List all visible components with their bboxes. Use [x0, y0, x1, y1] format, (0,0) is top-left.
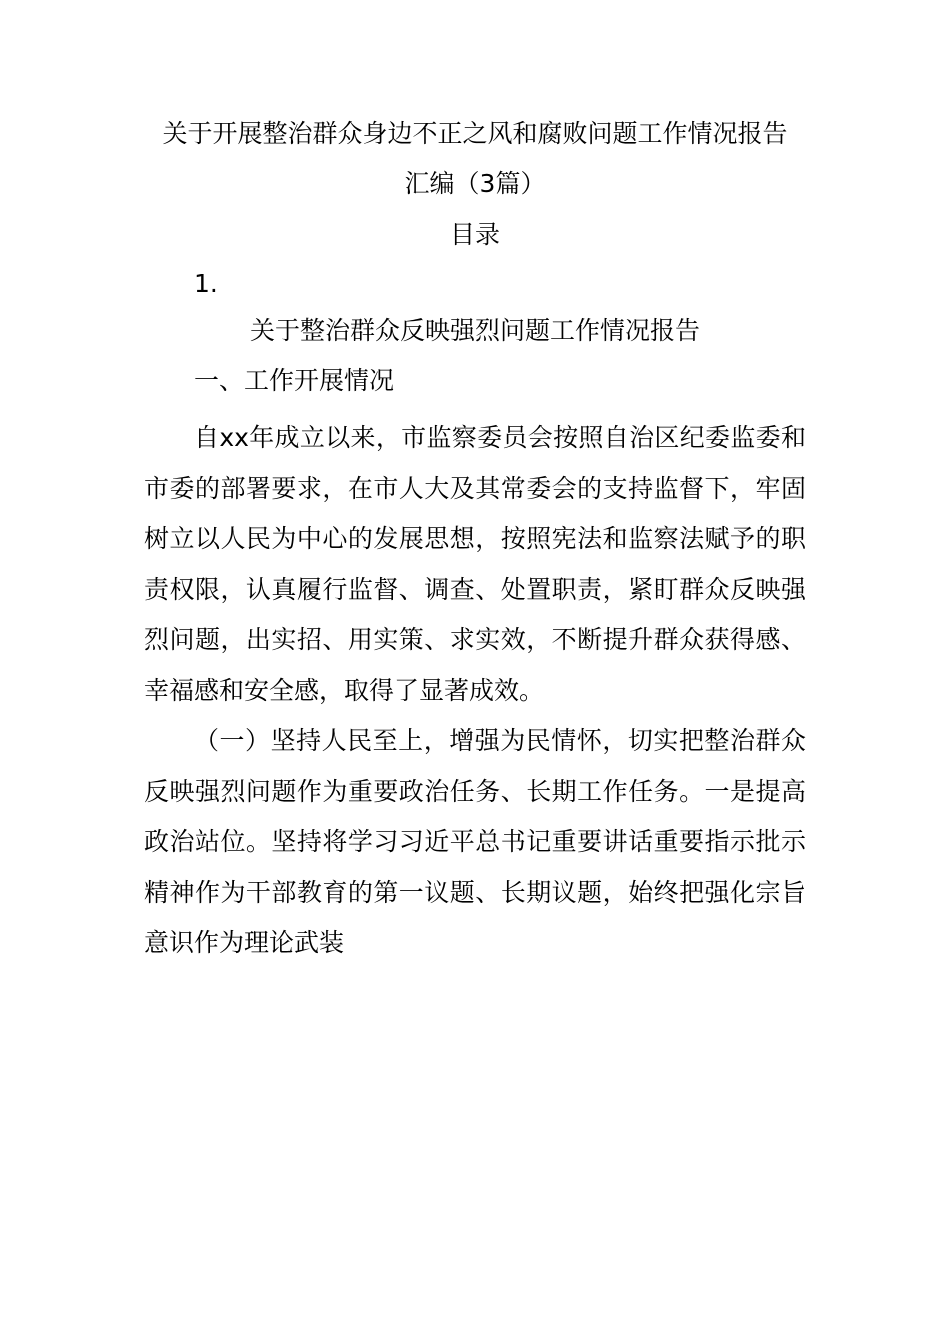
document-title-line-1: 关于开展整治群众身边不正之风和腐败问题工作情况报告 — [162, 119, 788, 148]
section-title: 关于整治群众反映强烈问题工作情况报告 — [249, 316, 700, 345]
paragraph-1: 自xx年成立以来，市监察委员会按照自治区纪委监委和市委的部署要求，在市人大及其常委会的支持监督下，牢固树立以人民为中心的发展思想，按照宪法和监察法赋予的职责权限，认真履行监督、调查、处置职责，紧盯群众反映强烈问题，出实招、用实策、求实效，不断提升群众获得感、幸福感和安全感，取得了显著成效。 — [144, 423, 806, 705]
document-title-line-2: 汇编（3篇） — [404, 169, 546, 198]
body-text — [144, 413, 806, 969]
heading-work-progress: 一、工作开展情况 — [194, 366, 395, 395]
paragraph-2: （一）坚持人民至上，增强为民情怀，切实把整治群众反映强烈问题作为重要政治任务、长期工作任务。一是提高政治站位。坚持将学习习近平总书记重要讲话重要指示批示精神作为干部教育的第一议题、长期议题，始终把强化宗旨意识作为理论武装 — [144, 726, 806, 957]
toc-heading: 目录 — [449, 220, 500, 249]
toc-item-number: 1. — [194, 269, 218, 298]
